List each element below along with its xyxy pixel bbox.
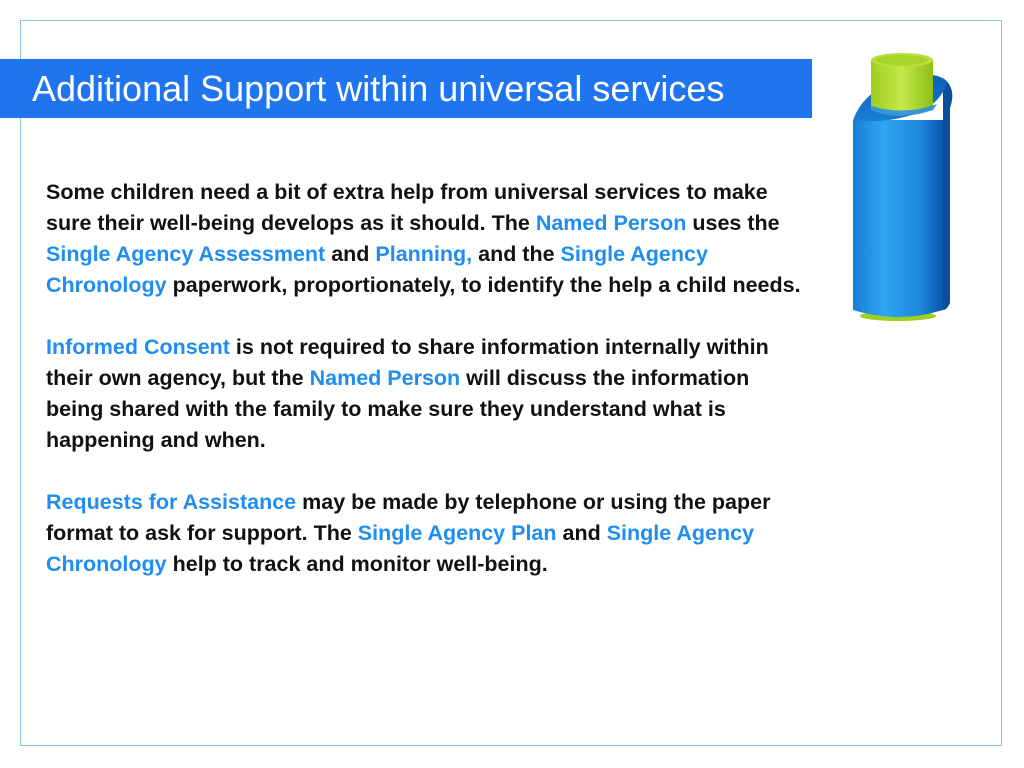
text-run: may be made by telephone or using the paper format to ask for support. The [46, 490, 771, 545]
text-run: Some children need a bit of extra help from universal services to make sure their well-being develops as it should. The [46, 180, 768, 235]
highlight-named-person: Named Person [535, 211, 687, 235]
highlight-single-agency-plan: Single Agency Plan [357, 521, 557, 545]
highlight-single-agency-assessment: Single Agency Assessment [46, 242, 326, 266]
highlight-single-agency-chronology: Single Agency Chronology [46, 521, 755, 576]
text-run: and the [472, 242, 561, 266]
highlight-informed-consent: Informed Consent [46, 335, 230, 359]
highlight-single-agency-chronology: Single Agency Chronology [46, 242, 708, 297]
paragraph-1 [46, 177, 806, 301]
paragraph-2 [46, 332, 806, 456]
scroll-cylinder-icon [845, 48, 960, 323]
highlight-planning: Planning, [375, 242, 473, 266]
body-text [46, 177, 806, 611]
highlight-named-person: Named Person [309, 366, 461, 390]
slide-title: Additional Support within universal services [32, 68, 725, 109]
text-run: paperwork, proportionately, to identify the help a child needs. [166, 273, 801, 297]
text-run: uses the [686, 211, 780, 235]
text-run: help to track and monitor well-being. [166, 552, 548, 576]
text-run: and [556, 521, 607, 545]
text-run: and [325, 242, 376, 266]
text-run: is not required to share information internally within their own agency, but the [46, 335, 769, 390]
paragraph-3 [46, 487, 806, 580]
highlight-requests-for-assistance: Requests for Assistance [46, 490, 297, 514]
text-run: will discuss the information being shared with the family to make sure they understand what is happening and when. [46, 366, 750, 452]
